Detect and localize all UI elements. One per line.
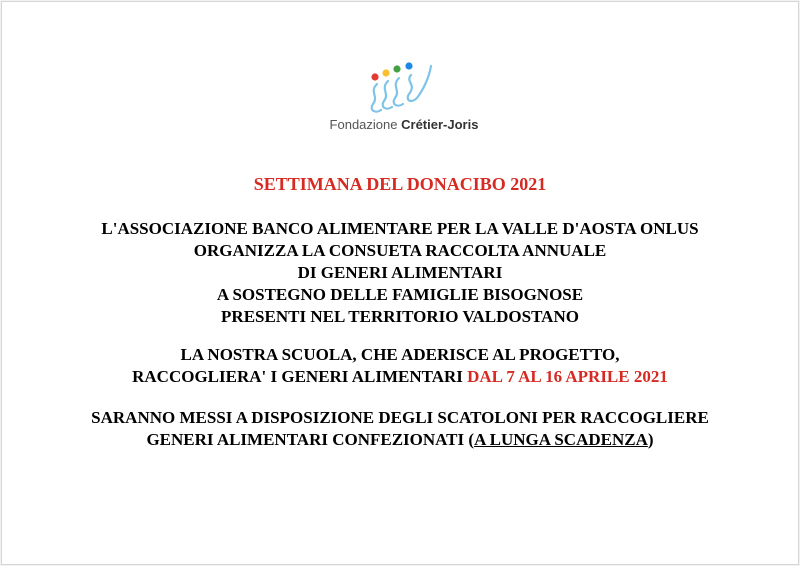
school-line-1: LA NOSTRA SCUOLA, CHE ADERISCE AL PROGETTO, <box>180 345 620 364</box>
school-collection-text: RACCOGLIERA' I GENERI ALIMENTARI <box>132 367 463 386</box>
school-paragraph <box>2 344 798 388</box>
intro-line: DI GENERI ALIMENTARI <box>297 263 503 282</box>
intro-line: L'ASSOCIAZIONE BANCO ALIMENTARE PER LA VALLE D'AOSTA ONLUS <box>101 219 699 238</box>
intro-paragraph <box>2 218 798 328</box>
document-page <box>1 1 799 565</box>
logo-name-bold: Crétier-Joris <box>401 117 479 132</box>
boxes-line-2 <box>2 429 798 451</box>
school-line-2 <box>2 366 798 388</box>
logo-dot-red <box>371 73 378 80</box>
paren-open: ( <box>468 430 475 449</box>
logo-dot-yellow <box>382 69 389 76</box>
logo-dot-green <box>393 65 400 72</box>
long-expiry-emphasis: A LUNGA SCADENZA <box>474 430 648 449</box>
boxes-goods-text: GENERI ALIMENTARI CONFEZIONATI <box>146 430 465 449</box>
logo-name-regular: Fondazione <box>329 117 398 132</box>
boxes-line-1: SARANNO MESSI A DISPOSIZIONE DEGLI SCATOLONI PER RACCOGLIERE <box>91 408 709 427</box>
collection-dates: DAL 7 AL 16 APRILE 2021 <box>467 367 668 386</box>
logo-wordmark <box>319 117 489 132</box>
logo-dot-blue <box>405 62 412 69</box>
boxes-paragraph <box>2 407 798 451</box>
paren-close: ) <box>647 430 654 449</box>
page-title: SETTIMANA DEL DONACIBO 2021 <box>253 174 547 194</box>
foundation-logo <box>319 60 489 136</box>
logo-emblem-icon <box>365 60 435 118</box>
intro-line: ORGANIZZA LA CONSUETA RACCOLTA ANNUALE <box>193 241 607 260</box>
intro-line: A SOSTEGNO DELLE FAMIGLIE BISOGNOSE <box>216 285 584 304</box>
intro-line: PRESENTI NEL TERRITORIO VALDOSTANO <box>221 307 579 326</box>
